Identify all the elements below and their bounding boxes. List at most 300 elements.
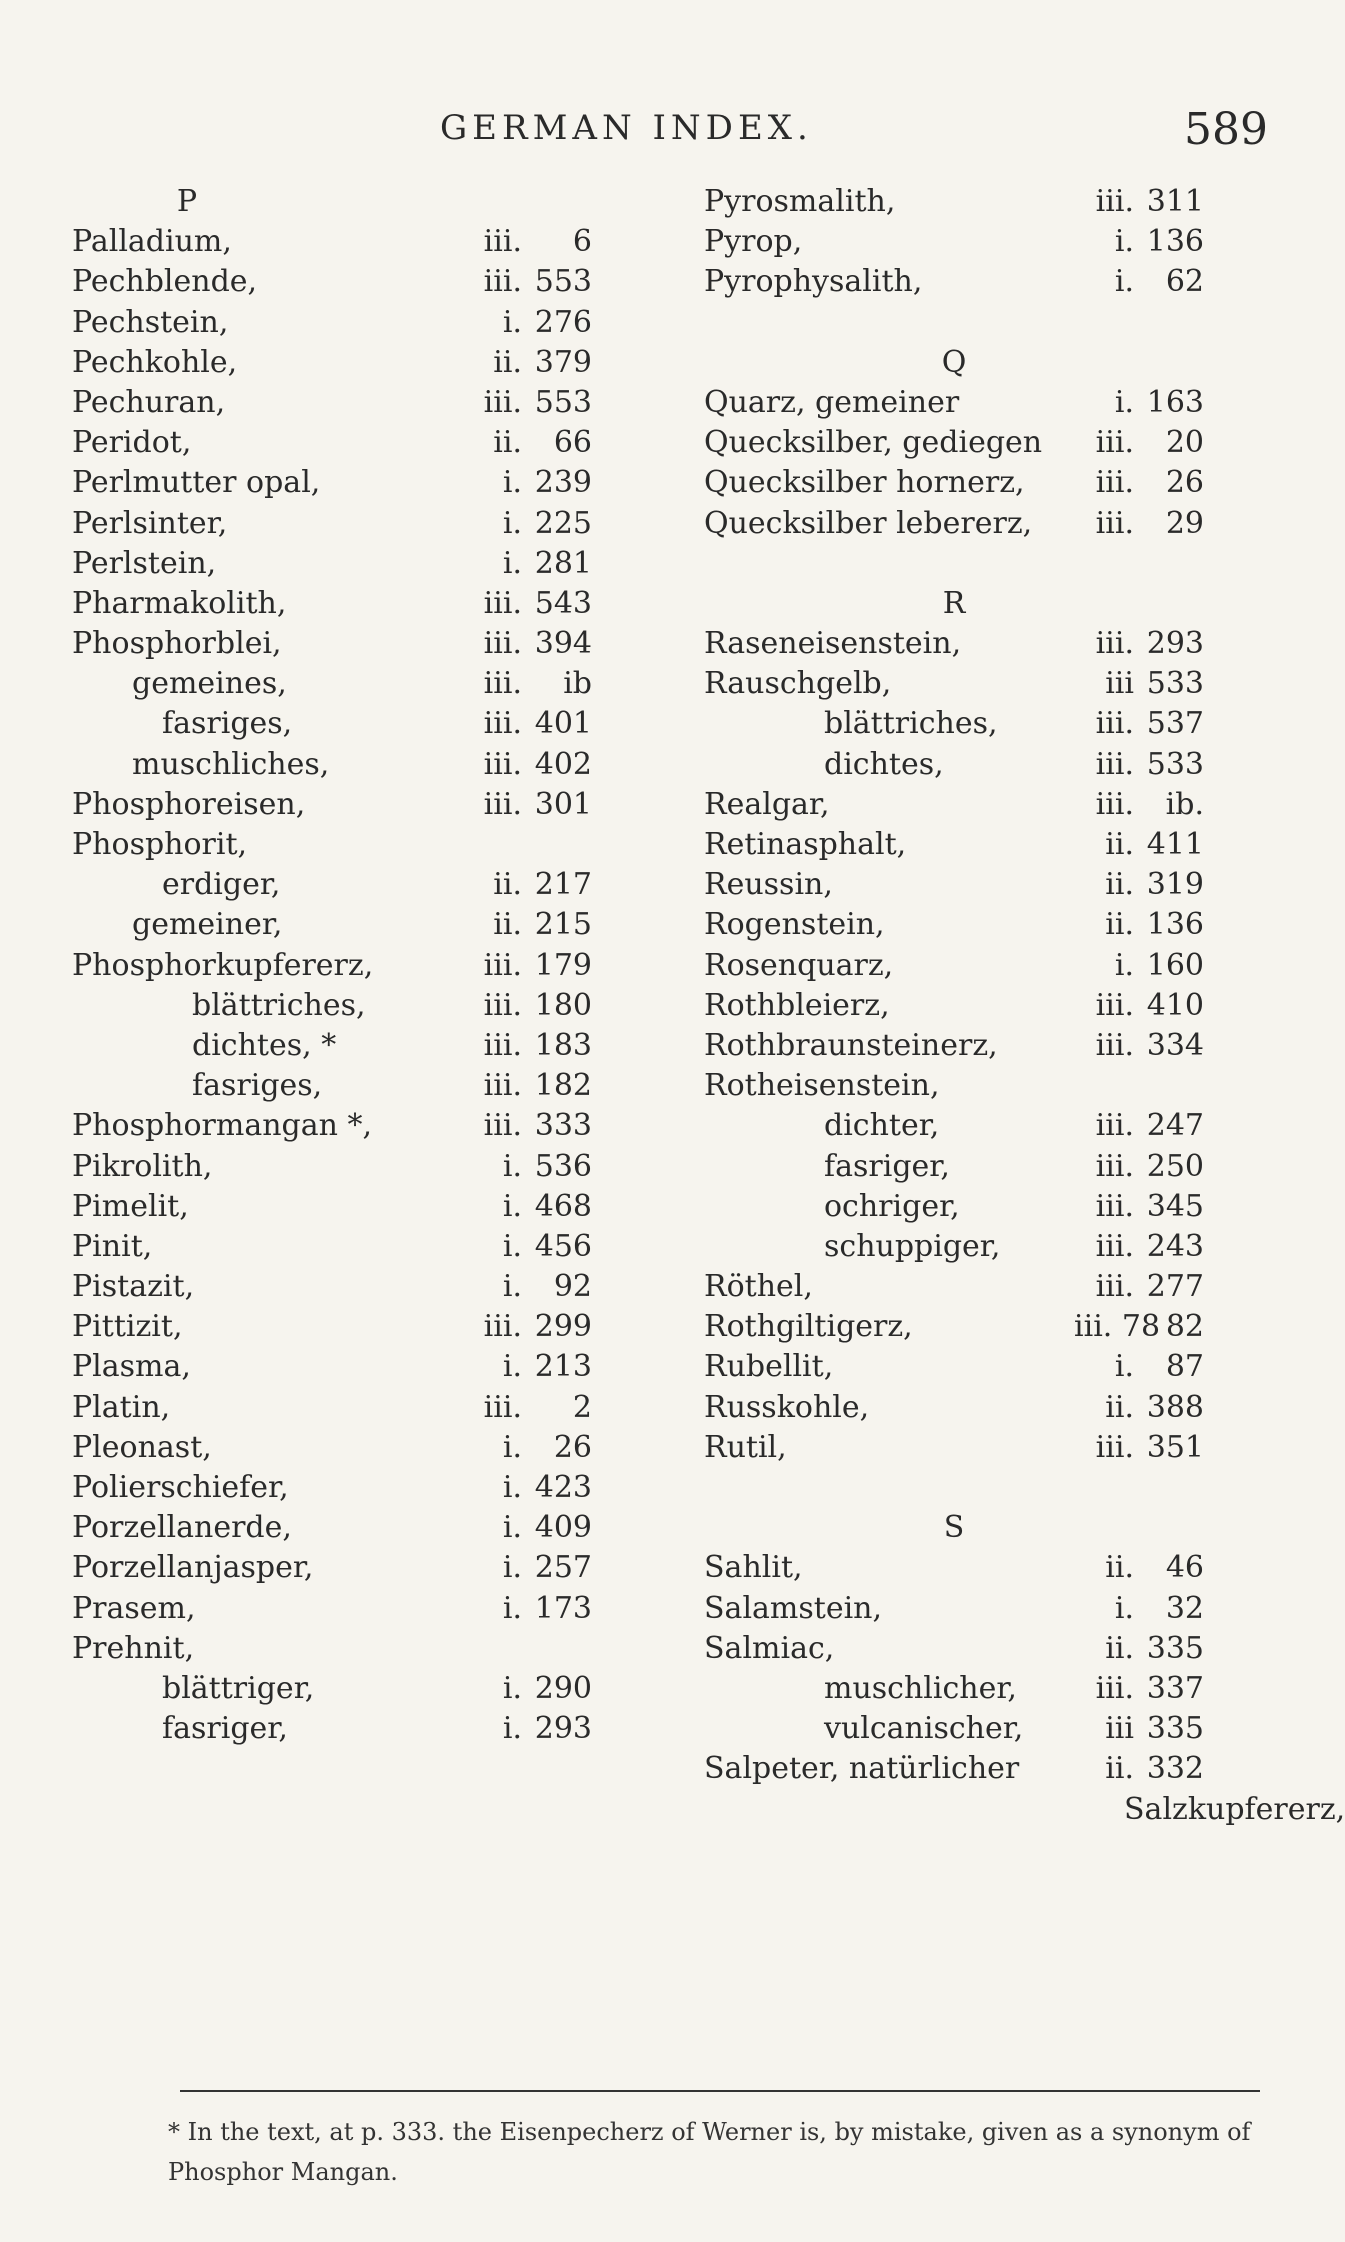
index-entry [704,865,1224,905]
entry-term: Phosphormangan *, [72,1108,373,1144]
entry-term: Rubellit, [704,1349,834,1385]
entry-term: Porzellanerde, [72,1510,292,1546]
entry-term: Rauschgelb, [704,666,892,702]
entry-term: Pimelit, [72,1188,189,1224]
entry-volume: iii. [483,947,522,983]
index-entry [72,1468,592,1508]
index-entry [704,1347,1224,1387]
entry-term: Phosphorit, [72,827,248,862]
index-entry [72,1629,592,1669]
entry-volume: iii. [483,1108,522,1144]
entry-volume: iii. [483,626,522,662]
entry-volume: iii. [483,1389,522,1425]
index-entry [72,1026,592,1066]
entry-volume: i. [502,1429,522,1465]
entry-volume: iii. [1095,987,1134,1023]
entry-volume: iii. [1095,786,1134,822]
entry-term: Reussin, [704,867,833,903]
index-entry [704,1267,1224,1307]
entry-page: 276 [534,304,592,340]
entry-volume: iii. [1095,505,1134,541]
index-entry [72,865,592,905]
index-entry [72,1227,592,1267]
entry-term: Pechstein, [72,304,229,340]
entry-term: Pechuran, [72,384,226,420]
entry-term: Quecksilber, gediegen [704,425,1043,461]
running-title: GERMAN INDEX. [440,108,813,148]
entry-volume: ii. [493,867,522,903]
index-entry [704,383,1224,423]
entry-term: dichtes, [824,746,944,782]
index-column-left [72,182,592,1749]
entry-volume: iii. [1095,1429,1134,1465]
index-entry [704,1106,1224,1146]
entry-volume: iii. [483,585,522,621]
entry-page: 334 [1146,1027,1204,1063]
entry-page: 533 [1146,666,1204,702]
index-entry [72,303,592,343]
index-entry [72,1307,592,1347]
entry-page: 290 [534,1670,592,1706]
entry-term: schuppiger, [824,1228,1001,1264]
index-entry [72,1548,592,1588]
entry-volume: i. [502,1470,522,1505]
index-entry [704,745,1224,785]
entry-term: Pikrolith, [72,1148,213,1184]
section-letter [72,182,592,222]
entry-term: Pistazit, [72,1269,195,1305]
entry-term: Röthel, [704,1269,813,1305]
entry-page: 215 [534,907,592,943]
entry-volume: i. [1114,947,1134,983]
index-entry [704,1428,1224,1468]
entry-term: Prehnit, [72,1630,195,1666]
entry-term: Quarz, gemeiner [704,384,960,420]
entry-term: Pleonast, [72,1429,212,1465]
entry-page: 92 [553,1269,592,1305]
entry-page: 20 [1165,425,1204,461]
entry-volume: i. [502,465,522,501]
entry-volume: ii. [1105,1751,1134,1787]
entry-term: Rosenquarz, [704,947,894,983]
entry-volume: i. [502,1590,522,1626]
entry-term: Rogenstein, [704,907,885,943]
index-entry [704,1749,1224,1789]
entry-page: 345 [1146,1188,1204,1224]
entry-term: Phosphorkupfererz, [72,947,374,983]
entry-volume: iii. [483,1027,522,1063]
index-entry [704,1468,1224,1508]
entry-volume: iii. [1095,626,1134,662]
index-entry [72,1669,592,1709]
entry-volume: iii. [483,224,522,260]
entry-term: Platin, [72,1389,171,1425]
entry-volume: iii. [1095,1188,1134,1224]
entry-volume: iii. [1095,746,1134,782]
index-entry [704,1388,1224,1428]
entry-term: Pyrop, [704,224,803,260]
page-number: 589 [1184,104,1268,155]
entry-term: Porzellanjasper, [72,1550,314,1586]
entry-page: 277 [1146,1269,1204,1305]
entry-volume: iii [1105,1711,1134,1747]
entry-page: 401 [534,706,592,742]
index-entry [704,1669,1224,1709]
entry-term: fasriger, [824,1148,950,1184]
entry-term: Perlstein, [72,545,217,581]
entry-term: Quecksilber hornerz, [704,465,1025,501]
index-entry [72,544,592,584]
entry-term: Peridot, [72,425,192,461]
entry-term: Retinasphalt, [704,827,907,862]
entry-term: Perlsinter, [72,505,228,541]
entry-page: 423 [534,1470,592,1505]
entry-volume: iii. [483,1068,522,1104]
entry-volume: ii. [493,907,522,943]
index-entry [72,946,592,986]
index-entry [704,303,1224,343]
index-entry [72,624,592,664]
entry-page: 2 [572,1389,592,1425]
index-entry [704,1589,1224,1629]
index-entry [72,343,592,383]
entry-page: 388 [1146,1389,1204,1425]
entry-page: 533 [1146,746,1204,782]
entry-page: 29 [1165,505,1204,541]
entry-page: 243 [1146,1228,1204,1264]
entry-page: 213 [534,1349,592,1385]
entry-term: Pyrosmalith, [704,184,896,219]
entry-volume: i. [1114,1349,1134,1385]
index-entry [72,1147,592,1187]
entry-volume: i. [1114,224,1134,260]
index-entry [704,825,1224,865]
entry-volume: i. [502,1228,522,1264]
entry-term: Perlmutter opal, [72,465,321,501]
entry-volume: i. [502,545,522,581]
index-entry [704,946,1224,986]
index-entry [704,222,1224,262]
entry-term: Sahlit, [704,1550,803,1586]
entry-page: 160 [1146,947,1204,983]
entry-volume: ii. [1105,1550,1134,1586]
entry-page: 179 [534,947,592,983]
index-entry [704,1066,1224,1106]
entry-page: 87 [1165,1349,1204,1385]
entry-page: 335 [1146,1630,1204,1666]
index-entry [704,1187,1224,1227]
entry-term: Plasma, [72,1349,191,1385]
entry-page: 351 [1146,1429,1204,1465]
index-entry [72,1106,592,1146]
entry-term: Raseneisenstein, [704,626,962,662]
index-entry [704,262,1224,302]
entry-page: 82 [1165,1309,1204,1345]
index-entry [704,504,1224,544]
section-letter-label: Q [941,344,967,380]
entry-page: 32 [1165,1590,1204,1626]
index-entry [72,1066,592,1106]
entry-page: 225 [534,505,592,541]
entry-page: 468 [534,1188,592,1224]
entry-volume: i. [502,1349,522,1385]
entry-page: 62 [1165,264,1204,300]
index-entry [72,1589,592,1629]
entry-page: 6 [572,224,592,260]
index-entry [72,986,592,1026]
entry-page: 173 [534,1590,592,1626]
entry-volume: iii. [1095,425,1134,461]
entry-term: muschliches, [132,746,330,782]
index-entry [72,383,592,423]
entry-page: 46 [1165,1550,1204,1586]
index-entry [72,825,592,865]
section-letter [704,343,1224,383]
entry-term: Pechblende, [72,264,258,300]
entry-term: Quecksilber lebererz, [704,505,1033,541]
index-entry [72,745,592,785]
entry-page: 319 [1146,867,1204,903]
entry-page: 180 [534,987,592,1023]
entry-term: gemeines, [132,666,287,702]
index-entry [704,905,1224,945]
entry-volume: iii. [483,746,522,782]
entry-term: Salmiac, [704,1630,835,1666]
entry-volume: iii. [1095,1228,1134,1264]
entry-term: Prasem, [72,1590,196,1626]
index-entry [72,704,592,744]
entry-volume: iii. [1095,1269,1134,1305]
entry-volume: iii. [1095,465,1134,501]
index-entry [704,986,1224,1026]
index-entry [704,1790,1345,1830]
entry-term: Phosphoreisen, [72,786,306,822]
index-entry [704,704,1224,744]
entry-page: 257 [534,1550,592,1586]
entry-page: 409 [534,1510,592,1546]
entry-volume: i. [1114,264,1134,300]
entry-page: 26 [1165,465,1204,501]
entry-volume: i. [502,1148,522,1184]
entry-volume: ii. [1105,1630,1134,1666]
entry-volume: i. [502,1269,522,1305]
entry-page: 333 [534,1108,592,1144]
entry-page: 337 [1146,1670,1204,1706]
entry-term: muschlicher, [824,1670,1017,1706]
index-entry [704,1147,1224,1187]
entry-page: 537 [1146,706,1204,742]
entry-term: fasriges, [162,706,293,742]
entry-page: 136 [1146,907,1204,943]
entry-term: Polierschiefer, [72,1470,289,1505]
entry-page: 335 [1146,1711,1204,1747]
entry-volume: ii. [493,425,522,461]
index-entry [72,1267,592,1307]
entry-volume: iii. [1095,1027,1134,1063]
section-letter-label: P [176,184,198,219]
index-entry [704,1548,1224,1588]
entry-volume: i. [1114,1590,1134,1626]
entry-term: Palladium, [72,224,232,260]
entry-volume: ii. [493,344,522,380]
entry-page: 379 [534,344,592,380]
entry-page: 456 [534,1228,592,1264]
entry-term: Pharmakolith, [72,585,287,621]
index-entry [72,905,592,945]
entry-page: 543 [534,585,592,621]
entry-term: Russkohle, [704,1389,870,1425]
section-letter [704,584,1224,624]
entry-page: 281 [534,545,592,581]
index-entry [704,785,1224,825]
entry-page: 239 [534,465,592,501]
index-column-right [704,182,1345,1830]
entry-page: 536 [534,1148,592,1184]
entry-term: Pittizit, [72,1309,183,1345]
entry-page: 394 [534,626,592,662]
entry-term: dichtes, * [192,1027,337,1063]
entry-term: Realgar, [704,786,830,822]
entry-volume: iii. 78 [1074,1309,1161,1345]
index-entry [704,463,1224,503]
index-entry [72,1709,592,1749]
entry-page: 182 [534,1068,592,1104]
entry-volume: i. [502,1711,522,1747]
entry-term: gemeiner, [132,907,283,943]
index-entry [72,1508,592,1548]
entry-page: 301 [534,786,592,822]
entry-term: Pechkohle, [72,344,238,380]
entry-term: fasriges, [192,1068,323,1104]
entry-volume: iii. [483,384,522,420]
index-entry [704,544,1224,584]
index-entry [704,664,1224,704]
entry-volume: iii. [1095,1670,1134,1706]
entry-page: 311 [1146,184,1204,219]
entry-volume: iii. [1095,1148,1134,1184]
entry-term: erdiger, [162,867,281,903]
entry-term: Rothbleierz, [704,987,890,1023]
entry-volume: iii. [1095,706,1134,742]
index-entry [704,1307,1224,1347]
entry-term: vulcanischer, [824,1711,1024,1747]
footnote-rule [180,2090,1260,2092]
entry-term: Rutil, [704,1429,787,1465]
entry-term: blättriches, [824,706,998,742]
index-entry [72,664,592,704]
entry-volume: ii. [1105,1389,1134,1425]
entry-volume: iii. [1095,184,1134,219]
entry-volume: i. [502,1670,522,1706]
entry-volume: iii. [483,987,522,1023]
entry-volume: ii. [1105,827,1134,862]
index-entry [72,584,592,624]
section-letter [704,1508,1224,1548]
entry-term: ochriger, [824,1188,960,1224]
section-letter-label: R [942,585,966,621]
index-entry [72,1428,592,1468]
index-entry [704,1227,1224,1267]
entry-page: 183 [534,1027,592,1063]
entry-term: Rothgiltigerz, [704,1309,913,1345]
entry-term: Rothbraunsteinerz, [704,1027,998,1063]
entry-term: dichter, [824,1108,940,1144]
entry-volume: ii. [1105,907,1134,943]
entry-volume: iii. [483,786,522,822]
index-entry [72,1388,592,1428]
entry-term: Pyrophysalith, [704,264,923,300]
index-entry [704,1629,1224,1669]
entry-page: 250 [1146,1148,1204,1184]
page-header [0,104,1319,168]
entry-term: Pinit, [72,1228,153,1264]
entry-page: 411 [1146,827,1204,862]
entry-page: 163 [1146,384,1204,420]
index-entry [72,1347,592,1387]
entry-volume: i. [502,1510,522,1546]
entry-volume: ii. [1105,867,1134,903]
entry-term: Rotheisenstein, [704,1068,940,1104]
entry-page: 410 [1146,987,1204,1023]
entry-page: 332 [1146,1751,1204,1787]
entry-page: 299 [534,1309,592,1345]
index-entry [72,463,592,503]
entry-page: 247 [1146,1108,1204,1144]
entry-page: 26 [553,1429,592,1465]
index-entry [72,423,592,463]
entry-volume: i. [1114,384,1134,420]
entry-term: fasriger, [162,1711,288,1747]
entry-term: blättriger, [162,1670,315,1706]
entry-volume: iii. [483,264,522,300]
entry-page: 136 [1146,224,1204,260]
entry-volume: i. [502,1188,522,1224]
entry-term: Salamstein, [704,1590,883,1626]
index-entry [704,1026,1224,1066]
entry-page: 293 [534,1711,592,1747]
section-letter-label: S [943,1510,965,1546]
entry-term: Phosphorblei, [72,626,282,662]
entry-page: 293 [1146,626,1204,662]
entry-term: Salzkupfererz, [1124,1791,1345,1827]
entry-term: Salpeter, natürlicher [704,1751,1020,1787]
entry-volume: i. [502,505,522,541]
entry-term: blättriches, [192,987,366,1023]
index-entry [704,182,1224,222]
index-entry [72,222,592,262]
entry-volume: iii. [1095,1108,1134,1144]
index-entry [72,262,592,302]
index-entry [72,785,592,825]
entry-volume: iii. [483,706,522,742]
entry-page: ib [563,666,592,702]
entry-volume: iii [1105,666,1134,702]
footnote: * In the text, at p. 333. the Eisenpecherz of Werner is, by mistake, given as a synonym of Phosphor Mangan. [168,2118,1251,2186]
index-entry [704,423,1224,463]
entry-page: ib. [1165,786,1204,822]
entry-page: 402 [534,746,592,782]
entry-volume: i. [502,1550,522,1586]
entry-page: 217 [534,867,592,903]
entry-volume: iii. [483,1309,522,1345]
entry-page: 553 [534,384,592,420]
entry-page: 553 [534,264,592,300]
index-entry [704,1709,1224,1749]
entry-volume: i. [502,304,522,340]
index-entry [72,504,592,544]
index-entry [72,1187,592,1227]
entry-volume: iii. [483,666,522,702]
